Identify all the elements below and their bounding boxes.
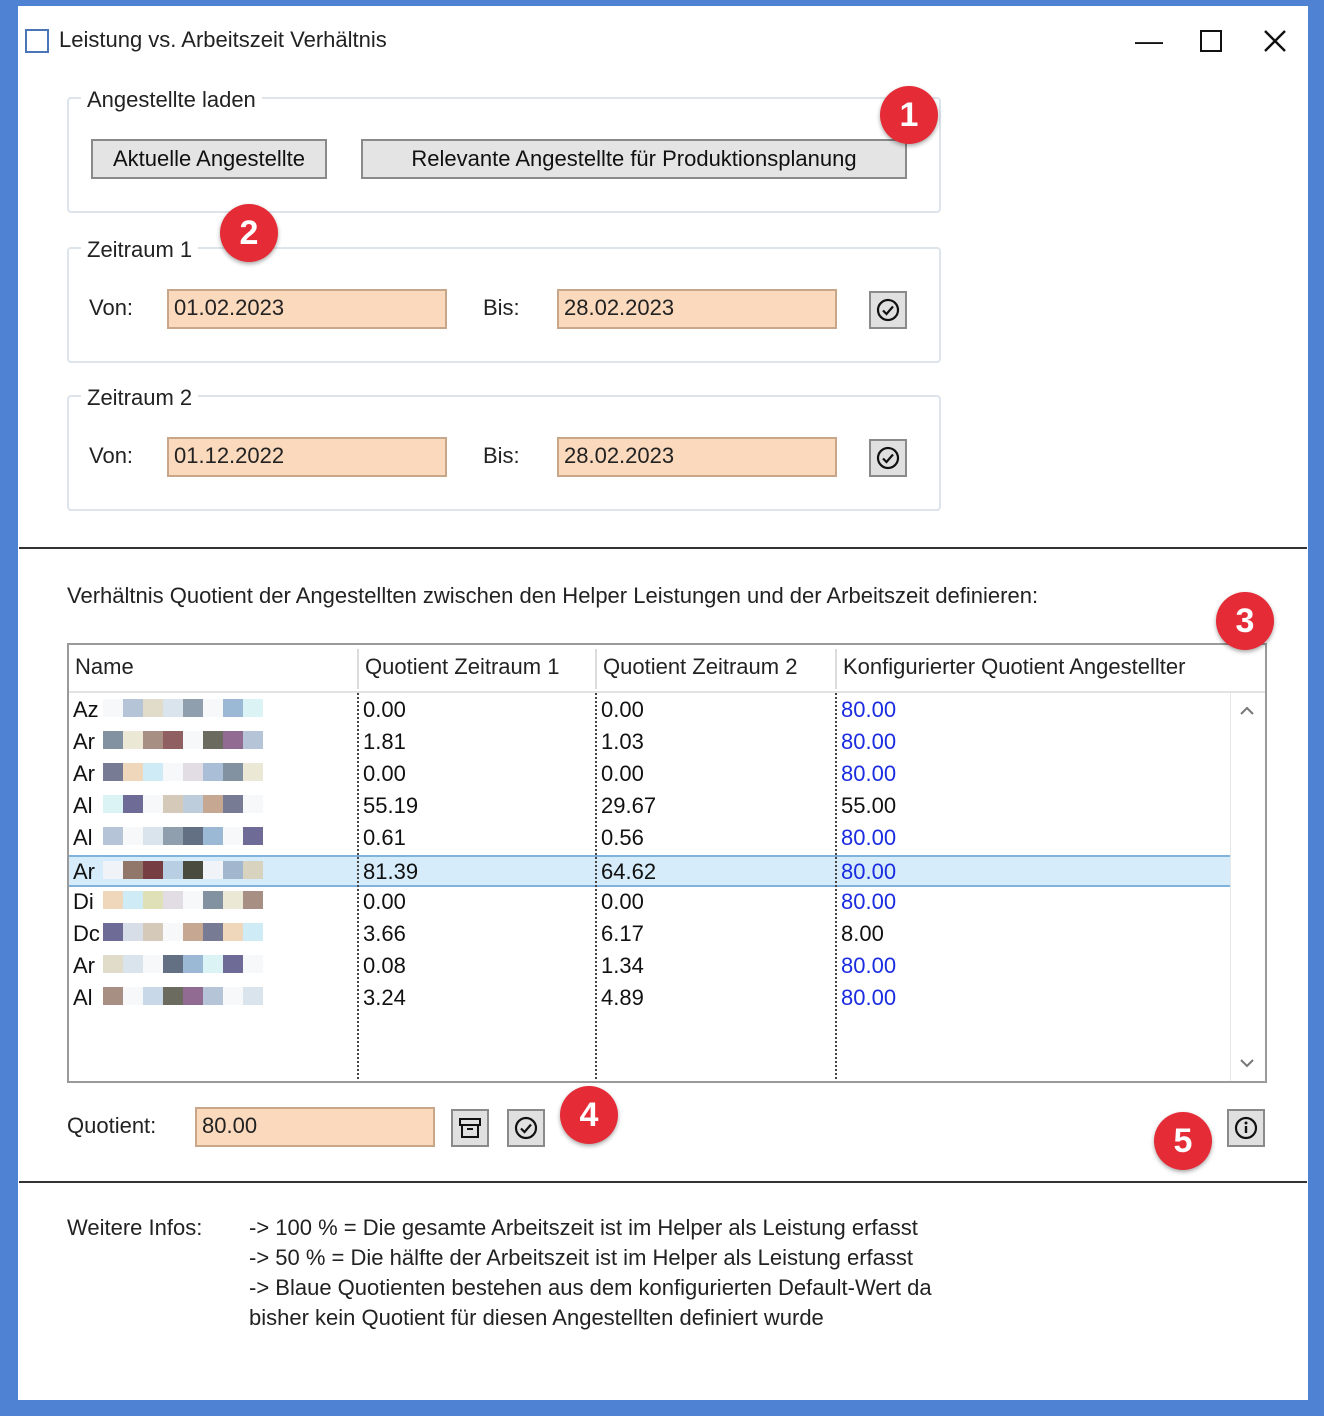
redacted-name-pixel bbox=[143, 827, 163, 845]
redacted-name-pixel bbox=[163, 763, 183, 781]
redacted-name-pixel bbox=[123, 987, 143, 1005]
redacted-name-pixel bbox=[223, 861, 243, 879]
redacted-name-pixel bbox=[123, 827, 143, 845]
cell-name: Ar bbox=[73, 729, 95, 754]
redacted-name-pixel bbox=[103, 891, 123, 909]
cell-quotient2: 64.62 bbox=[601, 859, 657, 884]
column-divider bbox=[835, 693, 837, 1083]
info-line: -> 50 % = Die hälfte der Arbeitszeit ist im Helper als Leistung erfasst bbox=[249, 1245, 913, 1270]
redacted-name-pixel bbox=[203, 827, 223, 845]
annotation-badge: 3 bbox=[1216, 592, 1274, 650]
redacted-name-pixel bbox=[103, 827, 123, 845]
quotient-input[interactable]: 80.00 bbox=[195, 1107, 435, 1147]
cell-configured-quotient[interactable]: 80.00 bbox=[841, 761, 897, 786]
column-divider bbox=[357, 693, 359, 1083]
annotation-badge: 1 bbox=[880, 86, 938, 144]
redacted-name-pixel bbox=[243, 861, 263, 879]
cell-configured-quotient[interactable]: 55.00 bbox=[841, 793, 897, 818]
redacted-name-pixel bbox=[203, 731, 223, 749]
load-group-legend: Angestellte laden bbox=[81, 87, 262, 113]
period2-legend: Zeitraum 2 bbox=[81, 385, 198, 411]
redacted-name-pixel bbox=[223, 955, 243, 973]
column-header-name[interactable]: Name bbox=[75, 654, 134, 679]
redacted-name-pixel bbox=[203, 699, 223, 717]
quotient-label: Quotient: bbox=[67, 1113, 157, 1138]
period1-to-label: Bis: bbox=[483, 295, 520, 320]
redacted-name-pixel bbox=[163, 987, 183, 1005]
column-header-quotient2[interactable]: Quotient Zeitraum 2 bbox=[603, 654, 798, 679]
info-icon bbox=[1234, 1116, 1258, 1140]
redacted-name-pixel bbox=[103, 763, 123, 781]
cell-configured-quotient[interactable]: 80.00 bbox=[841, 697, 897, 722]
redacted-name-pixel bbox=[243, 923, 263, 941]
cell-name: Di bbox=[73, 889, 94, 914]
cell-name: Ar bbox=[73, 953, 95, 978]
redacted-name-pixel bbox=[143, 861, 163, 879]
annotation-badge: 4 bbox=[560, 1086, 618, 1144]
redacted-name-pixel bbox=[123, 699, 143, 717]
redacted-name-pixel bbox=[223, 923, 243, 941]
separator bbox=[19, 547, 1307, 549]
redacted-name-pixel bbox=[183, 795, 203, 813]
redacted-name-pixel bbox=[143, 763, 163, 781]
redacted-name-pixel bbox=[243, 795, 263, 813]
table-row[interactable] bbox=[69, 759, 1233, 791]
cell-quotient1: 1.81 bbox=[363, 729, 406, 754]
redacted-name-pixel bbox=[223, 699, 243, 717]
redacted-name-pixel bbox=[123, 795, 143, 813]
redacted-name-pixel bbox=[123, 763, 143, 781]
vertical-scrollbar[interactable] bbox=[1230, 693, 1263, 1081]
header-divider bbox=[357, 649, 359, 689]
info-line: -> 100 % = Die gesamte Arbeitszeit ist im Helper als Leistung erfasst bbox=[249, 1215, 918, 1240]
period1-from-label: Von: bbox=[89, 295, 134, 320]
cell-quotient2: 4.89 bbox=[601, 985, 644, 1010]
cell-configured-quotient[interactable]: 8.00 bbox=[841, 921, 884, 946]
cell-configured-quotient[interactable]: 80.00 bbox=[841, 985, 897, 1010]
annotation-badge: 2 bbox=[220, 204, 278, 262]
cell-name: Az bbox=[73, 697, 99, 722]
redacted-name-pixel bbox=[223, 827, 243, 845]
cell-configured-quotient[interactable]: 80.00 bbox=[841, 953, 897, 978]
check-icon bbox=[876, 446, 900, 470]
info-line: bisher kein Quotient für diesen Angestellten definiert wurde bbox=[249, 1305, 824, 1330]
redacted-name-pixel bbox=[163, 891, 183, 909]
cell-quotient2: 6.17 bbox=[601, 921, 644, 946]
table-row[interactable] bbox=[69, 791, 1233, 823]
period2-from-input[interactable]: 01.12.2022 bbox=[167, 437, 447, 477]
window-icon bbox=[25, 29, 49, 53]
redacted-name-pixel bbox=[203, 861, 223, 879]
window-title: Leistung vs. Arbeitszeit Verhältnis bbox=[59, 27, 387, 52]
table-row[interactable] bbox=[69, 727, 1233, 759]
redacted-name-pixel bbox=[223, 891, 243, 909]
cell-name: Ar bbox=[73, 761, 95, 786]
check-icon bbox=[876, 298, 900, 322]
redacted-name-pixel bbox=[183, 763, 203, 781]
redacted-name-pixel bbox=[163, 923, 183, 941]
maximize-icon bbox=[1200, 30, 1222, 52]
cell-quotient1: 3.66 bbox=[363, 921, 406, 946]
redacted-name-pixel bbox=[183, 955, 203, 973]
redacted-name-pixel bbox=[183, 731, 203, 749]
scroll-up-icon[interactable] bbox=[1231, 695, 1263, 727]
cell-quotient1: 55.19 bbox=[363, 793, 419, 818]
cell-configured-quotient[interactable]: 80.00 bbox=[841, 825, 897, 850]
redacted-name-pixel bbox=[123, 891, 143, 909]
cell-name: Al bbox=[73, 985, 93, 1010]
redacted-name-pixel bbox=[183, 861, 203, 879]
archive-button[interactable] bbox=[451, 1109, 489, 1147]
close-button[interactable] bbox=[1253, 21, 1297, 61]
check-icon bbox=[514, 1116, 538, 1140]
redacted-name-pixel bbox=[203, 795, 223, 813]
redacted-name-pixel bbox=[243, 891, 263, 909]
redacted-name-pixel bbox=[103, 795, 123, 813]
redacted-name-pixel bbox=[183, 827, 203, 845]
header-bottom-line bbox=[69, 691, 1265, 693]
column-header-configured[interactable]: Konfigurierter Quotient Angestellter bbox=[843, 654, 1186, 679]
redacted-name-pixel bbox=[103, 731, 123, 749]
redacted-name-pixel bbox=[163, 795, 183, 813]
table-row[interactable] bbox=[69, 951, 1233, 983]
redacted-name-pixel bbox=[103, 699, 123, 717]
info-label: Weitere Infos: bbox=[67, 1215, 203, 1240]
period2-to-input[interactable]: 28.02.2023 bbox=[557, 437, 837, 477]
redacted-name-pixel bbox=[223, 731, 243, 749]
redacted-name-pixel bbox=[203, 955, 223, 973]
redacted-name-pixel bbox=[243, 699, 263, 717]
minimize-button[interactable]: — bbox=[1135, 25, 1163, 56]
current-employees-button[interactable]: Aktuelle Angestellte bbox=[91, 139, 327, 179]
cell-name: Al bbox=[73, 825, 93, 850]
cell-configured-quotient[interactable]: 80.00 bbox=[841, 729, 897, 754]
cell-quotient2: 0.00 bbox=[601, 889, 644, 914]
header-divider bbox=[595, 649, 597, 689]
period1-apply-button[interactable] bbox=[869, 291, 907, 329]
scroll-down-icon[interactable] bbox=[1231, 1047, 1263, 1079]
cell-quotient1: 0.00 bbox=[363, 889, 406, 914]
column-header-quotient1[interactable]: Quotient Zeitraum 1 bbox=[365, 654, 560, 679]
redacted-name-pixel bbox=[243, 731, 263, 749]
quotient-apply-button[interactable] bbox=[507, 1109, 545, 1147]
cell-quotient2: 1.03 bbox=[601, 729, 644, 754]
close-icon bbox=[1264, 30, 1286, 52]
redacted-name-pixel bbox=[163, 731, 183, 749]
table-row[interactable] bbox=[69, 855, 1233, 887]
redacted-name-pixel bbox=[183, 699, 203, 717]
cell-name: Dc bbox=[73, 921, 100, 946]
archive-icon bbox=[458, 1116, 482, 1140]
redacted-name-pixel bbox=[143, 699, 163, 717]
redacted-name-pixel bbox=[183, 891, 203, 909]
cell-quotient1: 0.61 bbox=[363, 825, 406, 850]
redacted-name-pixel bbox=[123, 923, 143, 941]
separator bbox=[19, 1181, 1307, 1183]
redacted-name-pixel bbox=[143, 891, 163, 909]
redacted-name-pixel bbox=[203, 891, 223, 909]
grid-description: Verhältnis Quotient der Angestellten zwischen den Helper Leistungen und der Arbeitszeit definieren: bbox=[67, 583, 1039, 608]
table-row[interactable] bbox=[69, 823, 1233, 855]
employee-quotient-grid[interactable] bbox=[67, 643, 1267, 1083]
cell-name: Al bbox=[73, 793, 93, 818]
redacted-name-pixel bbox=[223, 795, 243, 813]
redacted-name-pixel bbox=[143, 731, 163, 749]
table-row[interactable] bbox=[69, 919, 1233, 951]
redacted-name-pixel bbox=[203, 763, 223, 781]
period1-from-input[interactable]: 01.02.2023 bbox=[167, 289, 447, 329]
table-row[interactable] bbox=[69, 695, 1233, 727]
cell-name: Ar bbox=[73, 859, 95, 884]
table-row[interactable] bbox=[69, 887, 1233, 919]
redacted-name-pixel bbox=[163, 699, 183, 717]
redacted-name-pixel bbox=[103, 955, 123, 973]
redacted-name-pixel bbox=[203, 987, 223, 1005]
redacted-name-pixel bbox=[103, 923, 123, 941]
redacted-name-pixel bbox=[183, 923, 203, 941]
redacted-name-pixel bbox=[243, 955, 263, 973]
info-button[interactable] bbox=[1227, 1109, 1265, 1147]
period1-to-input[interactable]: 28.02.2023 bbox=[557, 289, 837, 329]
table-row[interactable] bbox=[69, 983, 1233, 1015]
period2-to-label: Bis: bbox=[483, 443, 520, 468]
redacted-name-pixel bbox=[203, 923, 223, 941]
relevant-employees-button[interactable]: Relevante Angestellte für Produktionsplanung bbox=[361, 139, 907, 179]
redacted-name-pixel bbox=[223, 987, 243, 1005]
redacted-name-pixel bbox=[103, 987, 123, 1005]
redacted-name-pixel bbox=[163, 827, 183, 845]
redacted-name-pixel bbox=[183, 987, 203, 1005]
redacted-name-pixel bbox=[243, 763, 263, 781]
redacted-name-pixel bbox=[123, 861, 143, 879]
info-line: -> Blaue Quotienten bestehen aus dem konfigurierten Default-Wert da bbox=[249, 1275, 932, 1300]
redacted-name-pixel bbox=[243, 827, 263, 845]
period2-apply-button[interactable] bbox=[869, 439, 907, 477]
annotation-badge: 5 bbox=[1154, 1112, 1212, 1170]
cell-quotient2: 1.34 bbox=[601, 953, 644, 978]
redacted-name-pixel bbox=[243, 987, 263, 1005]
cell-quotient1: 0.00 bbox=[363, 697, 406, 722]
redacted-name-pixel bbox=[143, 795, 163, 813]
cell-quotient1: 0.08 bbox=[363, 953, 406, 978]
redacted-name-pixel bbox=[123, 731, 143, 749]
cell-quotient1: 0.00 bbox=[363, 761, 406, 786]
cell-quotient2: 29.67 bbox=[601, 793, 657, 818]
redacted-name-pixel bbox=[143, 987, 163, 1005]
cell-quotient1: 81.39 bbox=[363, 859, 419, 884]
redacted-name-pixel bbox=[103, 861, 123, 879]
cell-quotient2: 0.56 bbox=[601, 825, 644, 850]
header-divider bbox=[835, 649, 837, 689]
redacted-name-pixel bbox=[143, 955, 163, 973]
redacted-name-pixel bbox=[223, 763, 243, 781]
cell-quotient2: 0.00 bbox=[601, 761, 644, 786]
period1-legend: Zeitraum 1 bbox=[81, 237, 198, 263]
cell-quotient1: 3.24 bbox=[363, 985, 406, 1010]
redacted-name-pixel bbox=[123, 955, 143, 973]
cell-configured-quotient[interactable]: 80.00 bbox=[841, 859, 897, 884]
cell-quotient2: 0.00 bbox=[601, 697, 644, 722]
redacted-name-pixel bbox=[163, 861, 183, 879]
maximize-button[interactable] bbox=[1189, 21, 1233, 61]
redacted-name-pixel bbox=[143, 923, 163, 941]
period2-from-label: Von: bbox=[89, 443, 134, 468]
column-divider bbox=[595, 693, 597, 1083]
redacted-name-pixel bbox=[163, 955, 183, 973]
cell-configured-quotient[interactable]: 80.00 bbox=[841, 889, 897, 914]
